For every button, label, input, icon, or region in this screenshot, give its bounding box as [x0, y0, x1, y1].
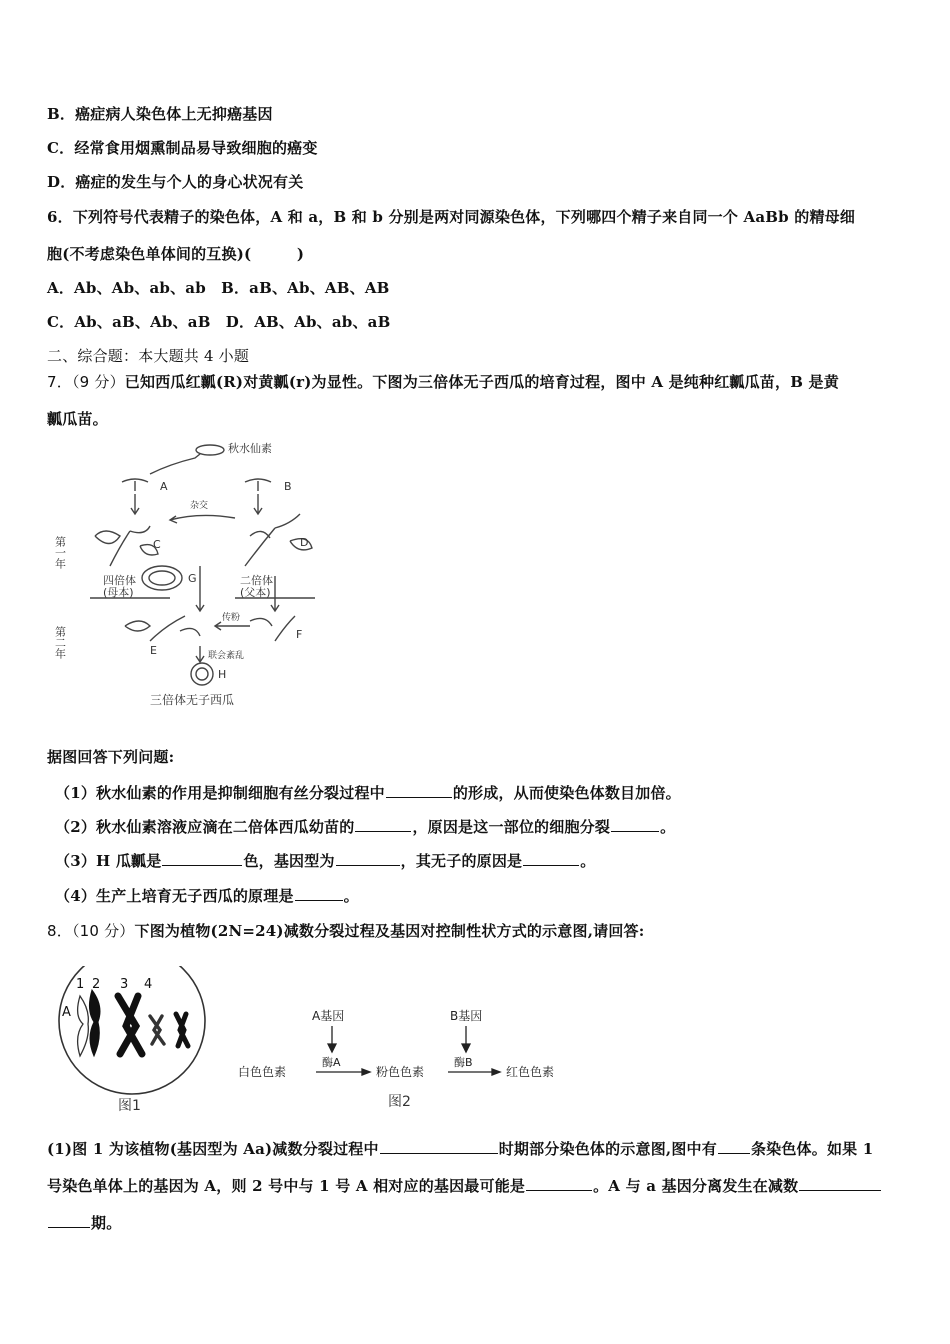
pink-to-red-arrowhead: [492, 1069, 500, 1075]
q8-sub1-line3: [47, 1212, 121, 1233]
q7-sub1-a: （1）秋水仙素的作用是抑制细胞有丝分裂过程中: [55, 784, 385, 802]
q7-sub3-d: 。: [580, 852, 596, 870]
q7-sub1: [55, 782, 681, 803]
pollination-arrow: [215, 622, 250, 630]
q7-sub2-c: 。: [660, 818, 676, 836]
q7-sub4: [55, 885, 359, 906]
label-year1: 第一年: [53, 536, 67, 569]
q7-sub3-a: （3）H 瓜瓤是: [55, 852, 162, 870]
label-pollination: 传粉: [222, 613, 241, 623]
chromosome-small-solid: [176, 1014, 188, 1046]
q8-sub3-b: 期。: [91, 1214, 122, 1232]
label-h: H: [218, 668, 227, 681]
q8-sub2-b: 。A 与 a 基因分离发生在减数: [593, 1177, 799, 1195]
gene-b-label: B基因: [450, 1009, 483, 1023]
enzyme-b-label: 酶B: [454, 1056, 473, 1069]
q8-sub1-blank2[interactable]: [718, 1138, 750, 1154]
seedling-b: [245, 479, 271, 491]
q5-option-b: B．癌症病人染色体上无抑癌基因: [47, 105, 273, 123]
chromosome-label-2: 2: [92, 977, 101, 992]
q7-sub1-b: 的形成，从而使染色体数目加倍。: [452, 784, 681, 802]
seedling-a: [122, 479, 148, 491]
q7-stem-line2: 瓤瓜苗。: [47, 410, 108, 428]
watermelon-h: [191, 663, 213, 685]
label-colchicine: 秋水仙素: [228, 442, 272, 455]
q7-sub3-blank3[interactable]: [523, 850, 579, 866]
label-e: E: [150, 644, 157, 657]
white-to-pink-arrowhead: [362, 1069, 370, 1075]
chromosome-small-hollow: [150, 1016, 164, 1044]
q7-stem-line1: [47, 371, 839, 392]
q7-stem-text: 已知西瓜红瓤(R)对黄瓤(r)为显性。下图为三倍体无子西瓜的培育过程，图中 A 是纯种红瓤瓜苗，B 是黄: [124, 373, 839, 391]
figure1-cell-diagram: [50, 966, 220, 1116]
q7-sub2-blank1[interactable]: [355, 816, 411, 832]
q7-sub2-blank2[interactable]: [611, 816, 659, 832]
q7-sub3: [55, 850, 595, 871]
q6-stem-line1: 6．下列符号代表精子的染色体，A 和 a，B 和 b 分别是两对同源染色体，下列哪四个精子来自同一个 AaBb 的精母细: [47, 208, 856, 226]
watermelon-g: [142, 566, 182, 590]
figure2-pathway-diagram: [232, 1004, 572, 1114]
q8-sub1-a: (1)图 1 为该植物(基因型为 Aa)减数分裂过程中: [47, 1140, 379, 1158]
chromosome-label-1: 1: [76, 977, 85, 992]
q8-stem-text: 下图为植物(2N=24)减数分裂过程及基因对控制性状方式的示意图,请回答:: [134, 922, 645, 940]
dropper-bulb: [196, 445, 224, 455]
white-pigment-label: 白色色素: [238, 1065, 287, 1079]
label-c: C: [153, 538, 161, 551]
q5-option-d: D．癌症的发生与个人的身心状况有关: [47, 173, 304, 191]
label-mother: (母本): [103, 586, 134, 599]
q8-stem: [47, 920, 644, 941]
cross-arrow: [170, 515, 235, 523]
label-d: D: [300, 536, 309, 549]
q7-sub2-b: ，原因是这一部位的细胞分裂: [412, 818, 611, 836]
label-b: B: [284, 480, 292, 493]
plant-e: [125, 616, 200, 641]
arrow-seed-down: [196, 566, 204, 611]
watermelon-g-inner: [149, 571, 175, 585]
q8-sub1-c: 条染色体。如果 1: [750, 1140, 874, 1158]
label-a: A: [160, 480, 168, 493]
q7-sub4-blank[interactable]: [295, 885, 343, 901]
q8-sub3-blank[interactable]: [48, 1212, 90, 1228]
pink-pigment-label: 粉色色素: [376, 1065, 425, 1079]
chromosome-1-2: [78, 990, 100, 1056]
watermelon-h-inner: [196, 668, 208, 680]
label-cross: 杂交: [190, 501, 209, 511]
label-g: G: [188, 572, 197, 585]
q7-number: 7．: [47, 373, 72, 391]
chromosome-label-4: 4: [144, 977, 153, 992]
q7-sub2-a: （2）秋水仙素溶液应滴在二倍体西瓜幼苗的: [55, 818, 355, 836]
label-diploid: 二倍体: [240, 574, 273, 587]
label-father: (父本): [240, 586, 271, 599]
label-tetraploid: 四倍体: [103, 574, 136, 587]
chromosome-label-3: 3: [120, 977, 129, 992]
red-pigment-label: 红色色素: [506, 1065, 555, 1079]
q8-sub2-blank2[interactable]: [799, 1175, 881, 1191]
q8-sub1-line1: [47, 1138, 873, 1159]
q8-sub2-a: 号染色单体上的基因为 A，则 2 号中与 1 号 A 相对应的基因最可能是: [47, 1177, 526, 1195]
q8-score: （10 分）: [71, 922, 135, 940]
enzyme-a-label: 酶A: [322, 1056, 341, 1069]
q8-number: 8．: [47, 922, 72, 940]
label-seedless: 三倍体无子西瓜: [150, 693, 235, 707]
q7-prompt: 据图回答下列问题:: [47, 748, 175, 766]
gene-a-arrowhead: [328, 1044, 336, 1052]
q8-sub1-blank1[interactable]: [380, 1138, 498, 1154]
q8-sub1-line2: [47, 1175, 882, 1196]
q7-sub3-c: ，其无子的原因是: [400, 852, 523, 870]
label-pairing: 联会紊乱: [208, 651, 245, 661]
q7-sub1-blank[interactable]: [386, 782, 452, 798]
q5-option-c: C．经常食用烟熏制品易导致细胞的癌变: [47, 139, 318, 157]
watermelon-breeding-diagram: [50, 436, 340, 716]
figure2-caption: 图2: [388, 1094, 411, 1110]
arrow-to-h: [196, 646, 204, 662]
q6-options-ab: A．Ab、Ab、ab、ab B．aB、Ab、AB、AB: [47, 279, 390, 297]
gene-a-label: A基因: [312, 1009, 345, 1023]
q7-sub4-a: （4）生产上培育无子西瓜的原理是: [55, 887, 294, 905]
figure1-caption: 图1: [118, 1098, 141, 1114]
q7-score: （9 分）: [71, 373, 125, 391]
arrow-a-down: [131, 494, 139, 514]
section-heading: 二、综合题：本大题共 4 小题: [47, 347, 250, 365]
q7-sub3-blank1[interactable]: [162, 850, 242, 866]
label-f: F: [296, 628, 303, 641]
q8-sub2-blank1[interactable]: [526, 1175, 592, 1191]
q6-stem-line2: 胞(不考虑染色单体间的互换)( ): [47, 245, 305, 263]
gene-b-arrowhead: [462, 1044, 470, 1052]
dropper-tube: [150, 454, 200, 474]
gene-label-a: A: [62, 1005, 71, 1020]
q7-sub2: [55, 816, 675, 837]
plant-f: [250, 616, 295, 641]
q6-options-cd: C．Ab、aB、Ab、aB D．AB、Ab、ab、aB: [47, 313, 391, 331]
q7-sub3-b: 色，基因型为: [243, 852, 335, 870]
arrow-b-down: [254, 494, 262, 514]
chromosome-3-4: [118, 996, 142, 1054]
q7-sub4-b: 。: [343, 887, 359, 905]
q8-sub1-b: 时期部分染色体的示意图,图中有: [498, 1140, 717, 1158]
q7-sub3-blank2[interactable]: [336, 850, 400, 866]
label-year2: 第二年: [53, 626, 67, 659]
plant-c: [95, 526, 158, 566]
